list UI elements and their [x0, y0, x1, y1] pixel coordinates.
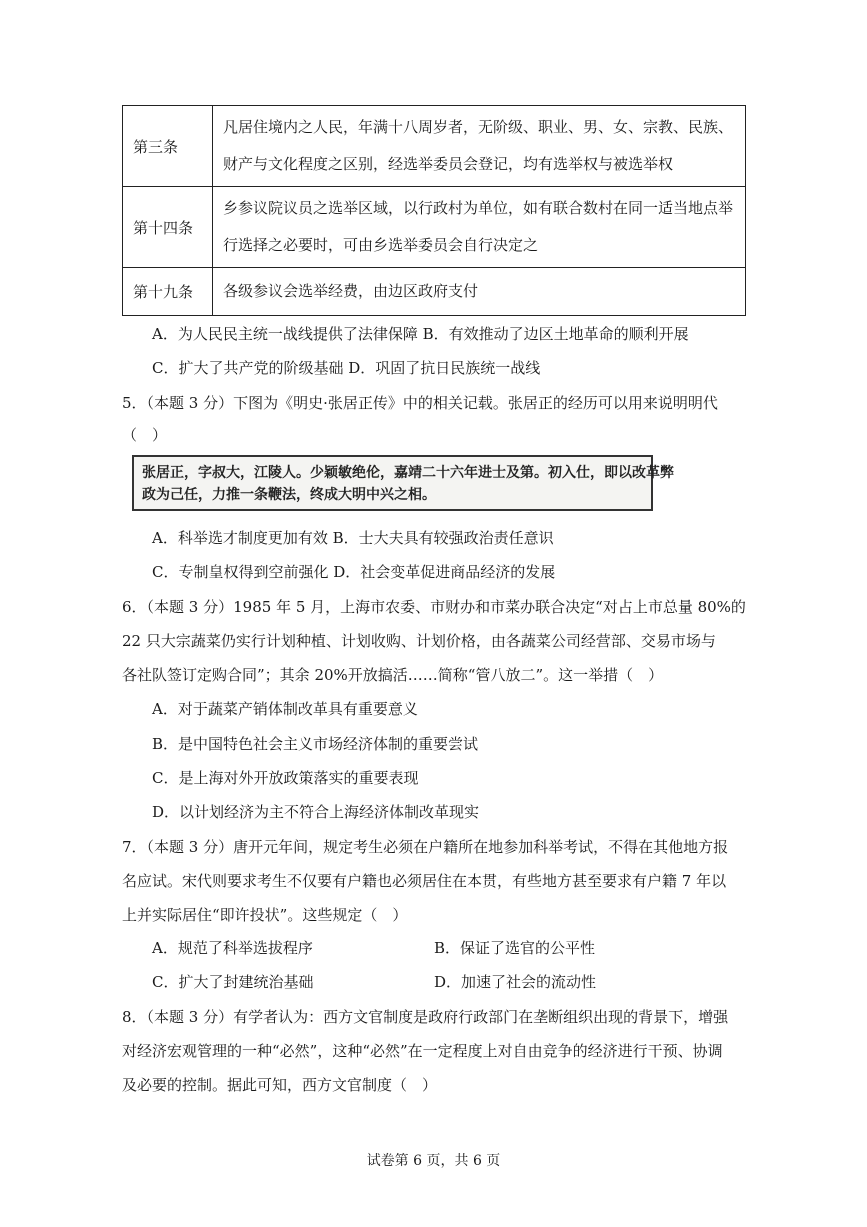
article-text-line: 行选择之必要时，可由乡选举委员会自行决定之: [223, 236, 539, 254]
q5-stem: （ ）: [122, 426, 168, 444]
q7-stem: 名应试。宋代则要求考生不仅要有户籍也必须居住在本贯，有些地方甚至要求有户籍 7 年以: [122, 872, 727, 890]
q6-option-b: B．是中国特色社会主义市场经济体制的重要尝试: [152, 735, 479, 753]
q7-stem: 上并实际居住“即许投状”。这些规定（ ）: [122, 906, 408, 924]
excerpt-line: 政为己任，力推一条鞭法，终成大明中兴之相。: [142, 487, 436, 503]
history-excerpt-image: [132, 455, 674, 511]
q6-stem: 6．（本题 3 分）1985 年 5 月，上海市农委、市财办和市菜办联合决定“对占上市总量 80%的: [122, 598, 746, 616]
article-text-line: 财产与文化程度之区别，经选举委员会登记，均有选举权与被选举权: [223, 155, 674, 173]
q7-option-b: B．保证了选官的公平性: [434, 939, 596, 957]
q8-stem: 8．（本题 3 分）有学者认为：西方文官制度是政府行政部门在垄断组织出现的背景下，增强: [122, 1008, 729, 1026]
article-text-line: 乡参议院议员之选举区域，以行政村为单位，如有联合数村在同一适当地点举: [223, 199, 734, 217]
q5-stem: 5．（本题 3 分）下图为《明史·张居正传》中的相关记载。张居正的经历可以用来说明明代: [122, 394, 718, 412]
article-text-line: 各级参议会选举经费，由边区政府支付: [223, 282, 479, 300]
article-text: [213, 268, 746, 316]
q5-options-line: C．专制皇权得到空前强化 D．社会变革促进商品经济的发展: [152, 563, 556, 581]
article-text-line: 凡居住境内之人民，年满十八周岁者，无阶级、职业、男、女、宗教、民族、: [223, 118, 734, 136]
excerpt-line: 张居正，字叔大，江陵人。少颖敏绝伦，嘉靖二十六年进士及第。初入仕，即以改革弊: [142, 465, 674, 481]
q6-option-c: C．是上海对外开放政策落实的重要表现: [152, 769, 419, 787]
article-text: [213, 187, 746, 268]
article-text: [213, 106, 746, 187]
table-row: [123, 187, 746, 268]
q5-options-line: A．科举选才制度更加有效 B．士大夫具有较强政治责任意识: [152, 529, 554, 547]
q7-option-c: C．扩大了封建统治基础: [152, 973, 314, 991]
article-number: 第十四条: [123, 187, 213, 268]
q4-options-line: A．为人民民主统一战线提供了法律保障 B．有效推动了边区土地革命的顺利开展: [152, 325, 689, 343]
q7-option-d: D．加速了社会的流动性: [434, 973, 597, 991]
q6-stem: 22 只大宗蔬菜仍实行计划种植、计划收购、计划价格，由各蔬菜公司经营部、交易市场与: [122, 632, 716, 650]
table-row: [123, 106, 746, 187]
article-number: 第十九条: [123, 268, 213, 316]
q6-stem: 各社队签订定购合同”；其余 20%开放搞活……简称“管八放二”。这一举措（ ）: [122, 666, 664, 684]
q4-options-line: C．扩大了共产党的阶级基础 D．巩固了抗日民族统一战线: [152, 359, 541, 377]
q6-option-d: D．以计划经济为主不符合上海经济体制改革现实: [152, 803, 480, 821]
article-number: 第三条: [123, 106, 213, 187]
q8-stem: 及必要的控制。据此可知，西方文官制度（ ）: [122, 1076, 438, 1094]
page-footer: 试卷第 6 页，共 6 页: [366, 1153, 501, 1169]
q6-option-a: A．对于蔬菜产销体制改革具有重要意义: [152, 700, 418, 718]
q8-stem: 对经济宏观管理的一种“必然”，这种“必然”在一定程度上对自由竞争的经济进行干预、协调: [122, 1042, 723, 1060]
q7-stem: 7．（本题 3 分）唐开元年间，规定考生必须在户籍所在地参加科举考试，不得在其他地方报: [122, 838, 729, 856]
table-row: [123, 268, 746, 316]
election-law-table: [122, 105, 746, 316]
q7-option-a: A．规范了科举选拔程序: [152, 939, 313, 957]
